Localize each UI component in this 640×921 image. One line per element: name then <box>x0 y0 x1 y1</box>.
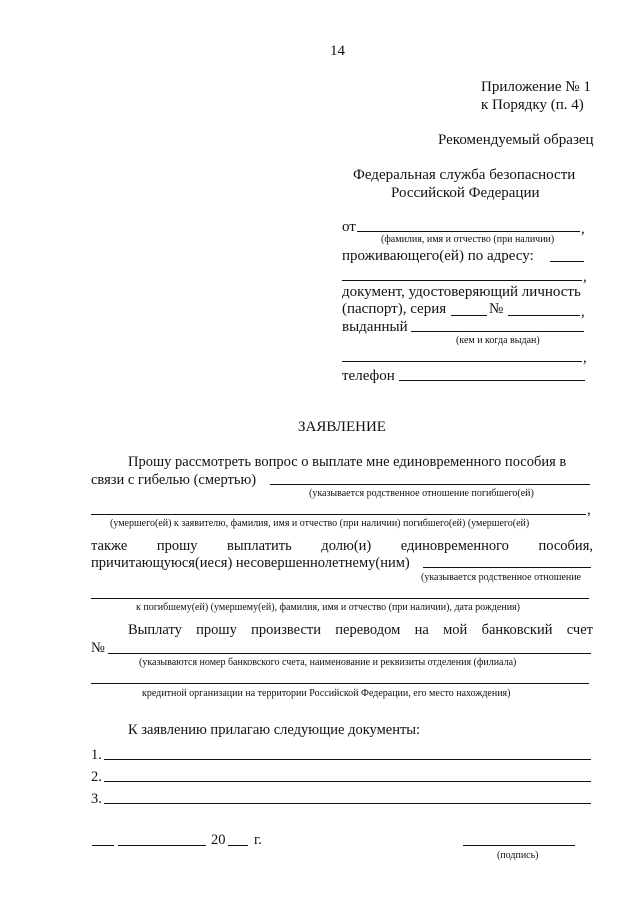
bank-details-field[interactable] <box>91 683 589 684</box>
address-label: проживающего(ей) по адресу: <box>342 248 534 264</box>
comma: , <box>581 221 585 237</box>
paragraph-1-line-2: связи с гибелью (смертью) <box>91 472 257 488</box>
bank-details-caption: кредитной организации на территории Российской Федерации, его место нахождения) <box>142 688 511 699</box>
comma: , <box>583 350 587 366</box>
addressee-line-1: Федеральная служба безопасности <box>353 167 576 183</box>
comma: , <box>583 269 587 285</box>
deceased-name-field[interactable] <box>91 514 586 515</box>
passport-number-field[interactable] <box>508 315 580 316</box>
attachment-number-2: 2. <box>91 769 102 785</box>
name-caption: (фамилия, имя и отчество (при наличии) <box>381 234 555 245</box>
date-month-field[interactable] <box>118 845 206 846</box>
bank-account-field[interactable] <box>108 653 591 654</box>
from-label: от <box>342 219 356 235</box>
paragraph-1-line-1: Прошу рассмотреть вопрос о выплате мне единовременного пособия в <box>128 454 567 470</box>
issued-caption: (кем и когда выдан) <box>456 335 540 346</box>
deceased-caption: (умершего(ей) к заявителю, фамилия, имя и отчество (при наличии) погибшего(ей) (умершего(ей) <box>110 518 530 529</box>
attachment-number-1: 1. <box>91 747 102 763</box>
relation-caption: (указывается родственное отношение погибшего(ей) <box>309 488 534 499</box>
date-year-field[interactable] <box>228 845 248 846</box>
passport-series-field[interactable] <box>451 315 487 316</box>
issued-label: выданный <box>342 319 408 335</box>
page-number: 14 <box>330 43 345 59</box>
appendix-label: Приложение № 1 <box>481 79 591 95</box>
passport-number-label: № <box>489 301 504 317</box>
address-field-line-2[interactable] <box>342 280 582 281</box>
paragraph-3-line-1: Выплату прошу произвести переводом на мой банковский счет <box>128 622 593 638</box>
attachment-number-3: 3. <box>91 791 102 807</box>
document-title: ЗАЯВЛЕНИЕ <box>298 419 386 435</box>
phone-field[interactable] <box>399 380 585 381</box>
issued-field[interactable] <box>411 331 584 332</box>
comma: , <box>581 304 585 320</box>
signature-caption: (подпись) <box>497 850 539 861</box>
sample-label: Рекомендуемый образец <box>438 132 594 148</box>
phone-label: телефон <box>342 368 395 384</box>
attachment-field-1[interactable] <box>104 759 591 760</box>
bank-account-caption: (указываются номер банковского счета, наименование и реквизиты отделения (филиала) <box>139 657 517 668</box>
minor-caption: к погибшему(ей) (умершему(ей), фамилия, имя и отчество (при наличии), дата рождения) <box>136 602 520 613</box>
minor-relation-caption: (указывается родственное отношение <box>421 572 581 583</box>
relation-field[interactable] <box>270 484 590 485</box>
addressee-line-2: Российской Федерации <box>391 185 540 201</box>
signature-field[interactable] <box>463 845 575 846</box>
minor-name-field[interactable] <box>91 598 589 599</box>
account-number-label: № <box>91 640 105 656</box>
year-prefix: 20 <box>211 832 226 848</box>
comma: , <box>587 502 591 518</box>
paragraph-2-line-1: также прошу выплатить долю(и) единовременного пособия, <box>91 538 593 554</box>
minor-relation-field[interactable] <box>423 567 591 568</box>
attachments-intro: К заявлению прилагаю следующие документы: <box>128 722 421 738</box>
issued-field-line-2[interactable] <box>342 361 582 362</box>
attachment-field-3[interactable] <box>104 803 591 804</box>
address-field-inline[interactable] <box>550 261 584 262</box>
year-suffix: г. <box>254 832 262 848</box>
paragraph-2-line-2: причитающуюся(иеся) несовершеннолетнему(ним) <box>91 555 410 571</box>
order-reference: к Порядку (п. 4) <box>481 97 584 113</box>
id-document-label: документ, удостоверяющий личность <box>342 284 581 300</box>
attachment-field-2[interactable] <box>104 781 591 782</box>
applicant-name-field[interactable] <box>357 231 580 232</box>
date-day-field[interactable] <box>92 845 114 846</box>
passport-series-label: (паспорт), серия <box>342 301 447 317</box>
